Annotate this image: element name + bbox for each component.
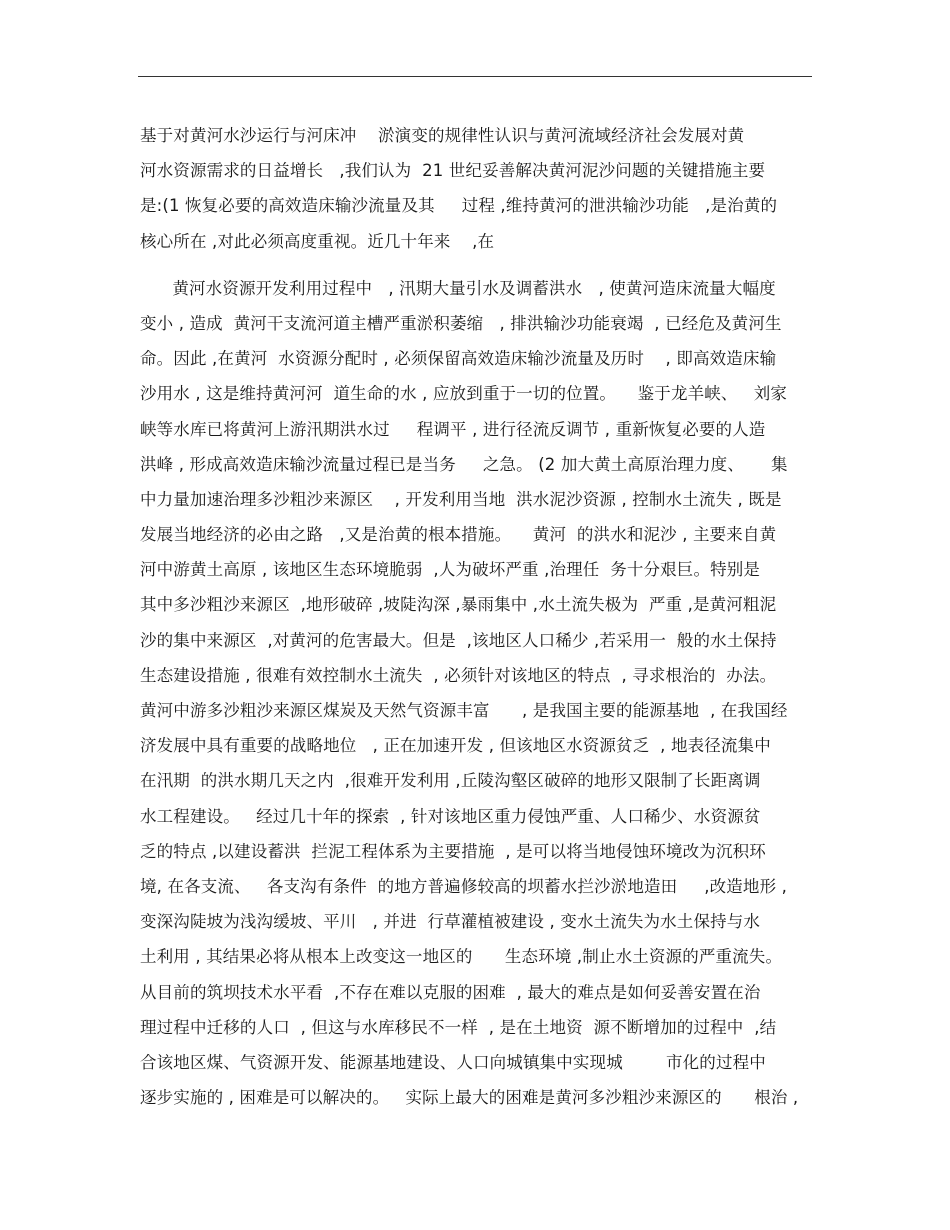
text-line: 合该地区煤、气资源开发、能源基地建设、人口向城镇集中实现城 市化的过程中 — [140, 1052, 766, 1072]
text-line: 其中多沙粗沙来源区 ,地形破碎 ,坡陡沟深 ,暴雨集中 ,水土流失极为 严重 ,是黄河粗泥 — [140, 595, 777, 615]
document-body — [140, 118, 820, 1115]
text-line: 命。因此 ,在黄河 水资源分配时 , 必须保留高效造床输沙流量及历时 , 即高效造床输 — [140, 349, 777, 369]
paragraph-2 — [140, 271, 820, 1116]
paragraph-1 — [140, 118, 820, 259]
text-line: 发展当地经济的必由之路 ,又是治黄的根本措施。 黄河 的洪水和泥沙 , 主要来自黄 — [140, 525, 777, 545]
text-line: 河水资源需求的日益增长 ,我们认为 21 世纪妥善解决黄河泥沙问题的关键措施主要 — [140, 161, 766, 181]
text-line: 黄河水资源开发利用过程中 , 汛期大量引水及调蓄洪水 , 使黄河造床流量大幅度 — [140, 278, 776, 298]
header-rule — [138, 76, 812, 77]
text-line: 沙用水 , 这是维持黄河河 道生命的水 , 应放到重于一切的位置。 鉴于龙羊峡、 刘家 — [140, 384, 788, 404]
text-line: 基于对黄河水沙运行与河床冲 淤演变的规律性认识与黄河流域经济社会发展对黄 — [140, 126, 745, 145]
text-line: 济发展中具有重要的战略地位 , 正在加速开发 , 但该地区水资源贫乏 , 地表径流集中 — [140, 736, 771, 756]
paragraph-gap — [140, 259, 820, 271]
text-line: 土利用 , 其结果必将从根本上改变这一地区的 生态环境 ,制止水土资源的严重流失。 — [140, 947, 783, 967]
text-line: 从目前的筑坝技术水平看 ,不存在难以克服的困难 , 最大的难点是如何妥善安置在治 — [140, 982, 761, 1002]
text-line: 核心所在 ,对此必须高度重视。近几十年来 ,在 — [140, 231, 495, 251]
text-line: 黄河中游多沙粗沙来源区煤炭及天然气资源丰富 , 是我国主要的能源基地 , 在我国经 — [140, 701, 788, 720]
text-line: 在汛期 的洪水期几天之内 ,很难开发利用 ,丘陵沟壑区破碎的地形又限制了长距离调 — [140, 771, 761, 791]
text-line: 峡等水库已将黄河上游汛期洪水过 程调平 , 进行径流反调节 , 重新恢复必要的人造 — [140, 419, 766, 439]
text-line: 变深沟陡坡为浅沟缓坡、平川 , 并进 行草灌植被建设 , 变水土流失为水土保持与水 — [140, 912, 761, 932]
text-line: 水工程建设。 经过几十年的探索 , 针对该地区重力侵蚀严重、人口稀少、水资源贫 — [140, 806, 761, 826]
text-line: 河中游黄土高原 , 该地区生态环境脆弱 ,人为破坏严重 ,治理任 务十分艰巨。特别是 — [140, 560, 761, 580]
text-line: 境, 在各支流、 各支沟有条件 的地方普遍修较高的坝蓄水拦沙淤地造田 ,改造地形 , — [140, 876, 788, 896]
text-line: 中力量加速治理多沙粗沙来源区 , 开发利用当地 洪水泥沙资源 , 控制水土流失 , 既是 — [140, 489, 782, 509]
text-line: 生态建设措施 , 很难有效控制水土流失 , 必须针对该地区的特点 , 寻求根治的 办法。 — [140, 665, 777, 685]
text-line: 乏的特点 ,以建设蓄洪 拦泥工程体系为主要措施 , 是可以将当地侵蚀环境改为沉积环 — [140, 841, 766, 861]
text-line: 变小 , 造成 黄河干支流河道主槽严重淤积萎缩 , 排洪输沙功能衰竭 , 已经危及黄河生 — [140, 313, 782, 333]
text-line: 是:(1 恢复必要的高效造床输沙流量及其 过程 ,维持黄河的泄洪输沙功能 ,是治黄的 — [140, 196, 778, 216]
text-line: 洪峰 , 形成高效造床输沙流量过程已是当务 之急。 (2 加大黄土高原治理力度、 集 — [140, 454, 788, 474]
text-line: 理过程中迁移的人口 , 但这与水库移民不一样 , 是在土地资 源不断增加的过程中 ,结 — [140, 1017, 777, 1037]
text-line: 逐步实施的 , 困难是可以解决的。 实际上最大的困难是黄河多沙粗沙来源区的 根治 , — [140, 1088, 799, 1108]
text-line: 沙的集中来源区 ,对黄河的危害最大。但是 ,该地区人口稀少 ,若采用一 般的水土保持 — [140, 630, 777, 650]
